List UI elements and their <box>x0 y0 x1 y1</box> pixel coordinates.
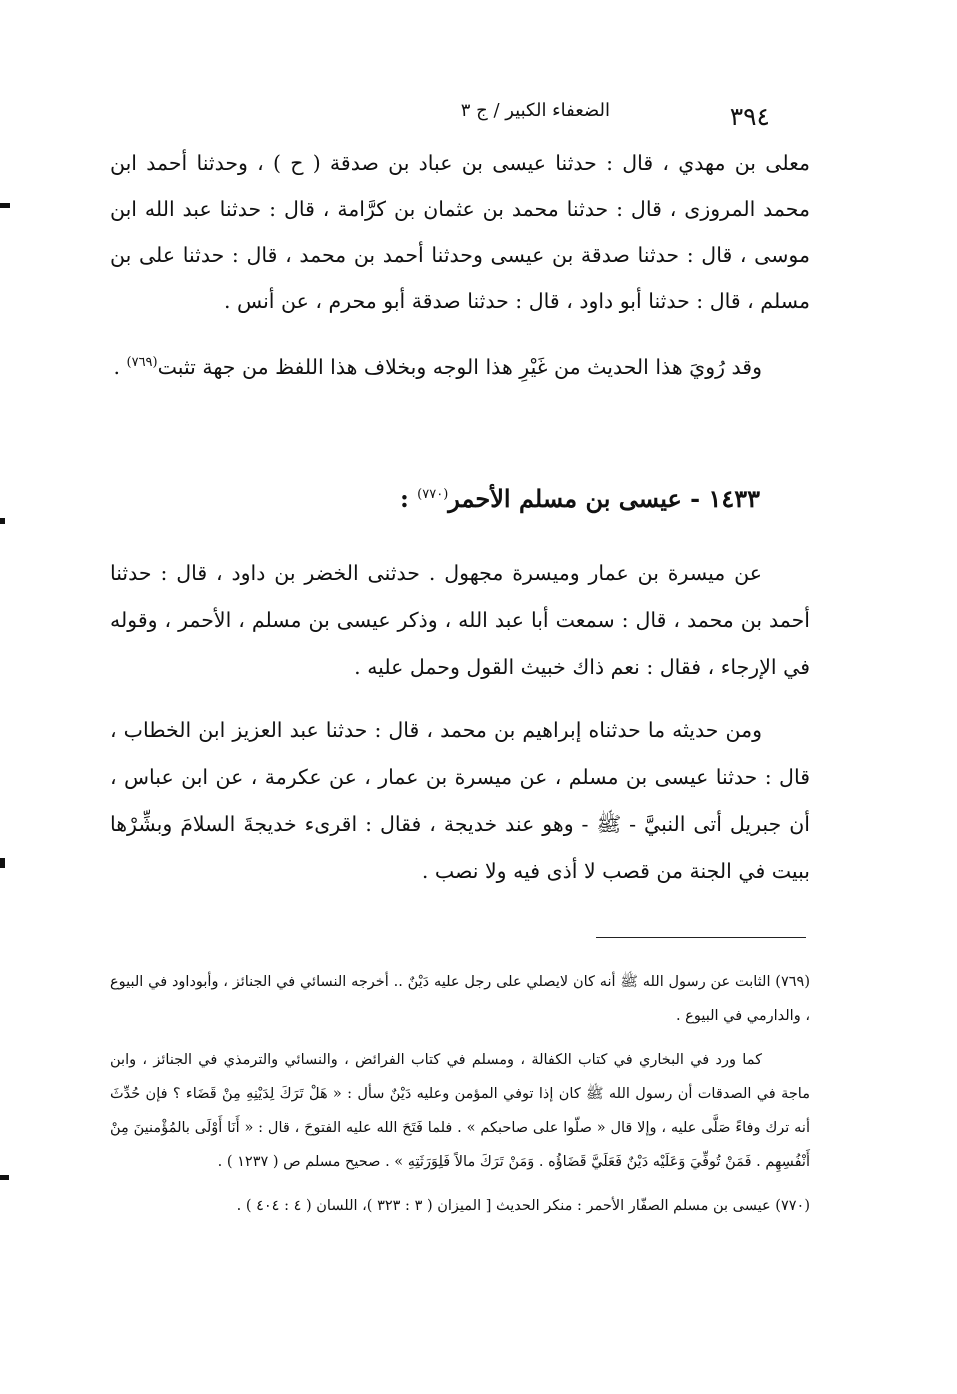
footnote: كما ورد في البخاري في كتاب الكفالة ، ومسلم في كتاب الفرائض ، والنسائي والترمذي في الجنائز ، وابن ماجة في الصدقات أن رسول الله ﷺ كان إذا توفي المؤمن وعليه دَيْنٌ سأل : « هَلْ تَرَكَ لِدَيْنِهِ مِنْ قَضَاء ؟ فإن حُدِّثَ أنه ترك وفاءً صَلَّى عليه ، وإلا قال « صلّوا على صاحبكم » . فلما فَتَحَ الله عليه الفتوحَ ، قال : « أَنَا أَوْلَى بالمُؤْمنينَ مِنْ أَنْفُسِهِم . فَمَنْ تُوفِّيَ وَعَلَيْه دَيْنٌ فَعَلَيَّ قَضَاؤُه . وَمَنْ تَرَكَ مالاً فَلِوَرَثَتِهِ » . صحيح مسلم ص ( ١٢٣٧ ) . <box>110 1052 810 1170</box>
entry-heading-end: : <box>399 484 418 513</box>
main-text <box>110 140 810 390</box>
running-title: الضعفاء الكبير / ج ٣ <box>460 100 610 121</box>
paragraph-text: وقد رُويَ هذا الحديث من غَيْرِ هذا الوجه وبخلاف هذا اللفظ من جهة تثبت <box>157 354 762 379</box>
footnote: (٧٦٩) الثابت عن رسول الله ﷺ أنه كان لايصلي على رجل عليه دَيْنٌ .. أخرجه النسائي في الجنائز ، وأبوداود في البيوع ، والدارمي في البيوع . <box>110 974 810 1024</box>
edge-mark <box>0 858 5 868</box>
paragraph <box>110 340 810 390</box>
paragraph: معلى بن مهدي ، قال : حدثنا عيسى بن عباد بن صدقة ( ح ) ، وحدثنا أحمد ابن محمد المروزى ، قال : حدثنا محمد بن عثمان بن كرَّامة ، قال : حدثنا عبد الله ابن موسى ، قال : حدثنا صدقة بن عيسى وحدثنا أحمد بن محمد ، قال : حدثنا على بن مسلم ، قال : حدثنا أبو داود ، قال : حدثنا صدقة أبو محرم ، عن أنس . <box>110 151 810 313</box>
page-header <box>120 96 810 136</box>
page-number: ٣٩٤ <box>729 102 770 131</box>
paragraph: عن ميسرة بن عمار وميسرة مجهول . حدثنى الخضر بن داود ، قال : حدثنا أحمد بن محمد ، قال : سمعت أبا عبد الله ، وذكر عيسى بن مسلم ، الأحمر ، وقوله في الإرجاء ، فقال : نعم ذاك خبيث القول وحمل عليه . <box>110 561 810 679</box>
footnotes <box>110 965 810 1223</box>
edge-mark <box>0 203 10 208</box>
footnote-ref: (٧٧٠) <box>417 487 449 502</box>
footnote: (٧٧٠) عيسى بن مسلم الصفّار الأحمر : منكر الحديث [ الميزان ( ٣ : ٣٢٣ )، اللسان ( ٤ : ٤٠٤ ) . <box>236 1198 810 1214</box>
entry-title: ١٤٣٣ - عيسى بن مسلم الأحمر <box>448 484 760 513</box>
entry-heading <box>110 484 760 513</box>
footnote-ref: (٧٦٩) <box>126 355 158 370</box>
paragraph-end: . <box>113 354 127 379</box>
footnote-divider <box>596 937 806 938</box>
paragraph: ومن حديثه ما حدثناه إبراهيم بن محمد ، قال : حدثنا عبد العزيز ابن الخطاب ، قال : حدثنا عيسى بن مسلم ، عن ميسرة بن عمار ، عن عكرمة ، عن ابن عباس ، أن جبريل أتى النبيَّ - ﷺ - وهو عند خديجة ، فقال : اقرىء خديجةَ السلامَ وبشِّرْها ببيت في الجنة من قصب لا أذى فيه ولا نصب . <box>110 718 810 883</box>
entry-text <box>110 550 810 895</box>
edge-mark <box>0 518 5 524</box>
edge-mark <box>0 1175 9 1180</box>
